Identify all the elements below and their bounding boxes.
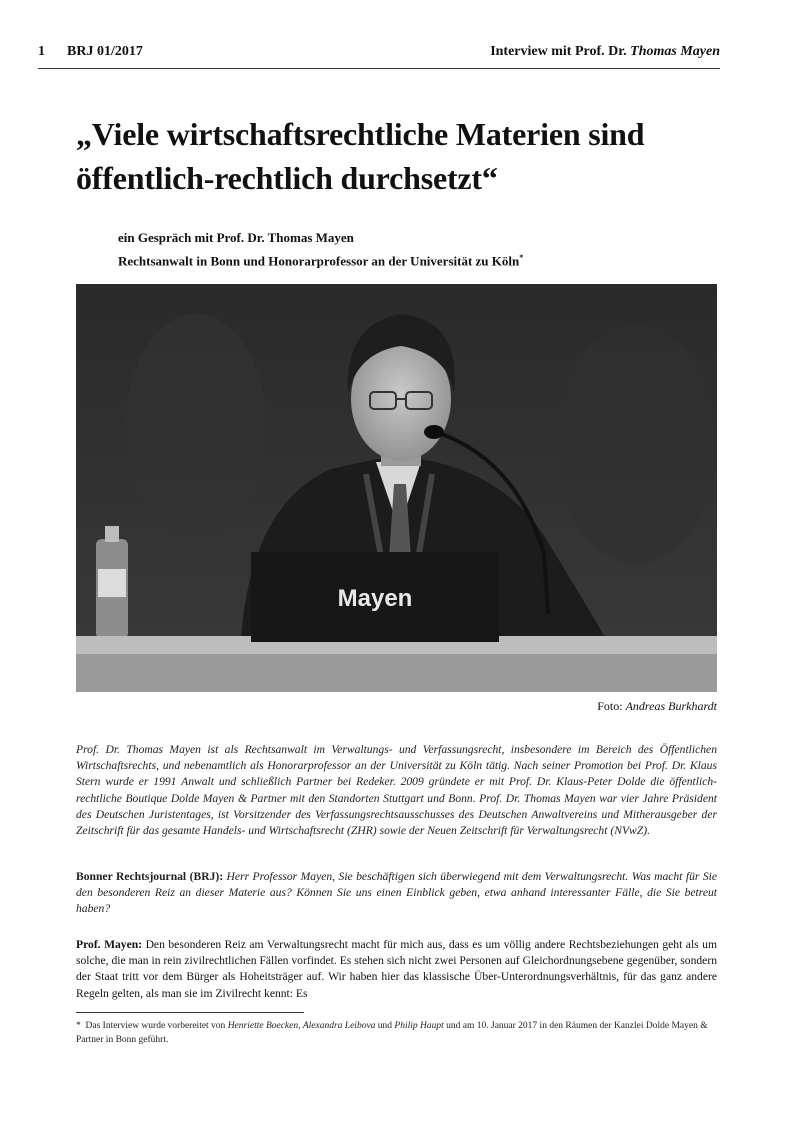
photo-illustration [76,284,717,692]
nameplate-text: Mayen [337,585,413,612]
footnote: * Das Interview wurde vorbereitet von Henriette Boecken, Alexandra Leibova und Philip Haupt und am 10. Januar 2017 in den Räumen der Kanzlei Dolde Mayen & Partner in Bonn geführt. [76,1021,708,1045]
footnote-text-2: und am 10. Januar 2017 in den Räumen der Kanzlei Dolde Mayen & Partner in Bonn geführt. [76,1021,708,1045]
author-bio: Prof. Dr. Thomas Mayen ist als Rechtsanwalt im Verwaltungs- und Verfassungsrecht, insbesondere im Bereich des Öffentlichen Wirtschaftsrechts, und nebenamtlich als Honorarprofessor an der Universität zu Köln tätig. Nach seiner Promotion bei Prof. Dr. Klaus Stern wurde er 1991 Anwalt und schließlich Partner bei Redeker. 2009 gründete er mit Prof. Dr. Klaus-Peter Dolde die öffentlich-rechtliche Boutique Dolde Mayen & Partner mit den Standorten Stuttgart und Bonn. Prof. Dr. Thomas Mayen war vier Jahre Präsident des Deutschen Juristentages, ist Vorsitzender des Verfassungsrechtsausschusses des Deutschen Anwaltvereins und Mitherausgeber der Zeitschrift für das gesamte Handels- und Wirtschaftsrecht (ZHR) sowie der Neuen Zeitschrift für Verwaltungsrecht (NVwZ). [76,743,717,838]
footnote-rule [76,1012,304,1013]
subtitle-line-1: ein Gespräch mit Prof. Dr. Thomas Mayen [118,230,354,245]
answer-speaker: Prof. Mayen: [76,938,143,951]
footnote-name-1: Henriette Boecken [227,1021,299,1031]
question-text: Herr Professor Mayen, Sie beschäftigen sich überwiegend mit dem Verwaltungsrecht. Was macht für Sie den besonderen Reiz an dieser Materie aus? Können Sie uns einen Einblick geben, etwa anhand interessanter Fälle, die Sie betreut haben? [76,870,717,916]
section-name: Thomas Mayen [630,44,720,59]
speaker-photo [76,284,717,692]
journal-issue: BRJ 01/2017 [67,44,143,59]
page-number: 1 [38,44,45,59]
footnote-text-1: Das Interview wurde vorbereitet von [85,1021,226,1031]
article-title [76,112,716,200]
credit-label: Foto: [597,699,623,713]
interview-question [76,869,717,918]
title-line-1: „Viele wirtschaftsrechtliche Materien sind [76,116,645,152]
interview-answer [76,937,717,1002]
header-rule [38,68,720,69]
title-line-2: öffentlich-rechtlich durchsetzt“ [76,160,498,196]
footnote-mark: * [76,1021,81,1031]
running-header [38,44,720,66]
question-speaker: Bonner Rechtsjournal (BRJ): [76,870,224,883]
footnote-marker: * [519,253,524,262]
header-left [38,44,143,60]
credit-name: Andreas Burkhardt [625,699,717,713]
footnote-name-3: Philip Haupt [394,1021,444,1031]
subtitle-line-2: Rechtsanwalt in Bonn und Honorarprofessor an der Universität zu Köln [118,253,520,269]
photo-credit [597,699,717,714]
section-prefix: Interview mit Prof. Dr. [490,44,627,59]
answer-text: Den besonderen Reiz am Verwaltungsrecht macht für mich aus, dass es um völlig andere Rechtsbeziehungen geht als um solche, die man in rein zivilrechtlichen Fällen vorfindet. Es stehen sich nicht zwei Personen auf Gleichordnungsebene gegenüber, sondern der Staat tritt vor dem Bürger als Hoheitsträger auf. Wir haben hier das klassische Über-Unterordnungsverhältnis, für das ganz andere Regeln gelten, als man sie im Zivilrecht kennt: Es [76,938,717,1000]
footnote-and: und [377,1021,393,1031]
article-subtitle [118,228,523,271]
footnote-name-2: Alexandra Leibova [302,1021,376,1031]
header-section [490,44,720,60]
